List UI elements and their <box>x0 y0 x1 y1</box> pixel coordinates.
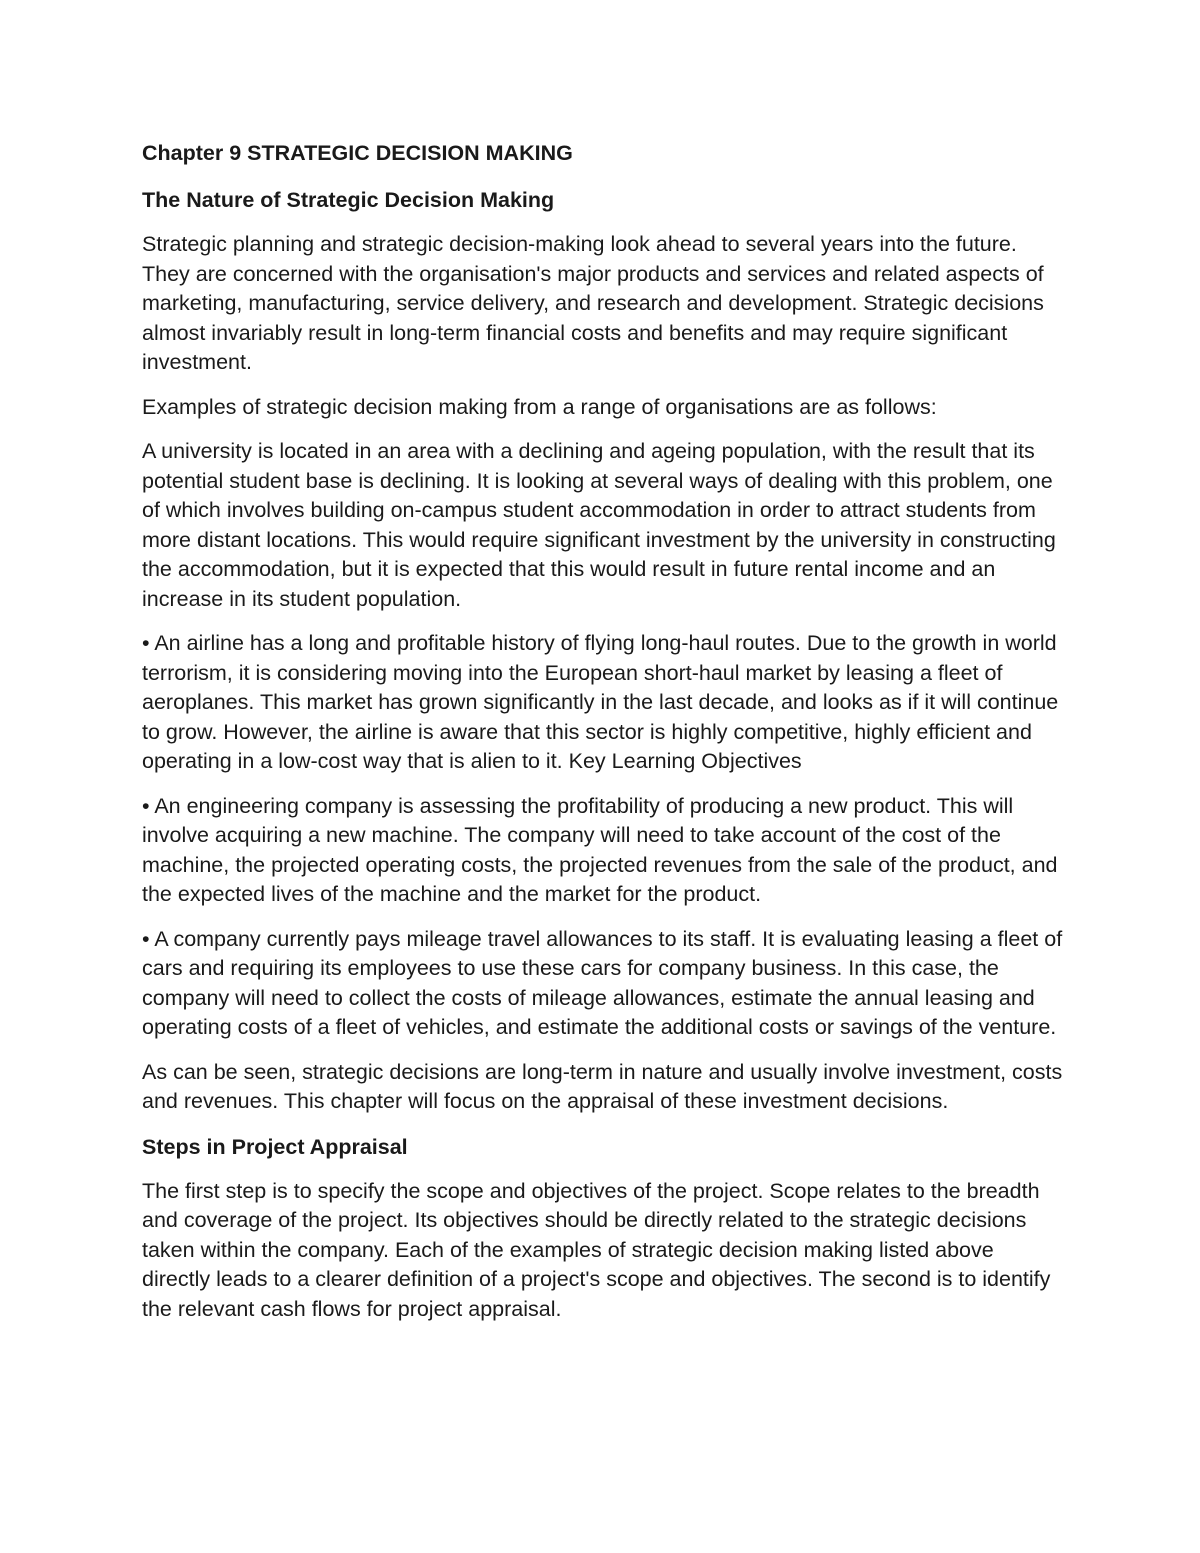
section-heading-steps: Steps in Project Appraisal <box>142 1134 408 1159</box>
document-page <box>142 138 1067 1339</box>
paragraph-university-example: A university is located in an area with a declining and ageing population, with the result that its potential student base is declining. It is looking at several ways of dealing with this problem, one of which involves building on-campus student accommodation in order to attract students from more distant locations. This would require significant investment by the university in constructing the accommodation, but it is expected that this would result in future rental income and an increase in its student population. <box>142 439 1056 611</box>
chapter-title: Chapter 9 STRATEGIC DECISION MAKING <box>142 141 573 165</box>
paragraph-mileage-example: • A company currently pays mileage travel allowances to its staff. It is evaluating leasing a fleet of cars and requiring its employees to use these cars for company business. In this case, the company will need to collect the costs of mileage allowances, estimate the annual leasing and operating costs of a fleet of vehicles, and estimate the additional costs or savings of the venture. <box>142 926 1063 1039</box>
paragraph-examples-lead: Examples of strategic decision making from a range of organisations are as follows: <box>142 394 937 419</box>
paragraph-intro: Strategic planning and strategic decision-making look ahead to several years into the future. They are concerned with the organisation's major products and services and related aspects of marketing, manufacturing, service delivery, and research and development. Strategic decisions almost invariably result in long-term financial costs and benefits and may require significant investment. <box>142 232 1044 374</box>
paragraph-summary: As can be seen, strategic decisions are long-term in nature and usually involve investment, costs and revenues. This chapter will focus on the appraisal of these investment decisions. <box>142 1059 1063 1113</box>
paragraph-engineering-example: • An engineering company is assessing the profitability of producing a new product. This will involve acquiring a new machine. The company will need to take account of the cost of the machine, the projected operating costs, the projected revenues from the sale of the product, and the expected lives of the machine and the market for the product. <box>142 793 1058 906</box>
paragraph-steps: The first step is to specify the scope and objectives of the project. Scope relates to the breadth and coverage of the project. Its objectives should be directly related to the strategic decisions taken within the company. Each of the examples of strategic decision making listed above directly leads to a clearer definition of a project's scope and objectives. The second is to identify the relevant cash flows for project appraisal. <box>142 1178 1051 1321</box>
section-heading-nature: The Nature of Strategic Decision Making <box>142 188 555 212</box>
paragraph-airline-example: • An airline has a long and profitable history of flying long-haul routes. Due to the growth in world terrorism, it is considering moving into the European short-haul market by leasing a fleet of aeroplanes. This market has grown significantly in the last decade, and looks as if it will continue to grow. However, the airline is aware that this sector is highly competitive, highly efficient and operating in a low-cost way that is alien to it. Key Learning Objectives <box>142 631 1059 773</box>
